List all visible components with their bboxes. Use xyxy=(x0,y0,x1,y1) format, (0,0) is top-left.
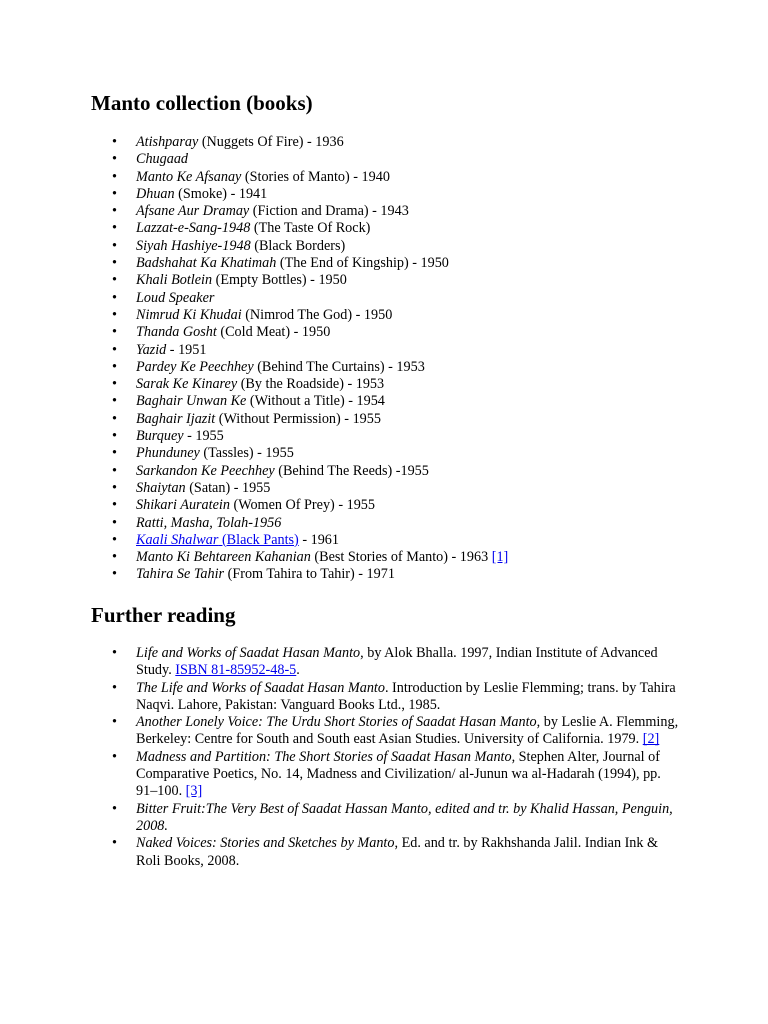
book-details: (Smoke) - 1941 xyxy=(174,185,268,202)
kaali-shalwar-link[interactable] xyxy=(136,532,299,548)
books-heading: Manto collection (books) xyxy=(91,91,313,115)
bullet: • xyxy=(112,679,117,696)
bullet: • xyxy=(112,255,117,272)
reference-link-1[interactable]: [1] xyxy=(491,549,509,566)
reading-title: Bitter Fruit:The Very Best of Saadat Hassan Manto, edited and tr. by Khalid Hassan, Penguin, 2008. xyxy=(136,800,673,834)
book-details: (By the Roadside) - 1953 xyxy=(237,376,385,393)
bullet: • xyxy=(112,514,117,531)
bullet: • xyxy=(112,393,117,410)
book-title: Baghair Ijazit xyxy=(136,410,216,427)
bullet: • xyxy=(112,445,117,462)
bullet: • xyxy=(112,220,117,237)
list-item xyxy=(112,463,712,480)
list-item xyxy=(112,680,682,715)
list-item xyxy=(112,515,712,532)
book-details: (Best Stories of Manto) - 1963 xyxy=(310,549,492,566)
reading-details: , by Leslie A. Flemming, Berkeley: Centre for South and South east Asian Studies. University of California. 1979. xyxy=(136,714,679,748)
list-item xyxy=(112,428,712,445)
bullet: • xyxy=(112,272,117,289)
book-details: - 1951 xyxy=(166,341,207,358)
book-details: (Nuggets Of Fire) - 1936 xyxy=(198,134,344,150)
bullet: • xyxy=(112,549,117,566)
book-title: Thanda Gosht xyxy=(136,324,217,341)
bullet: • xyxy=(112,341,117,358)
book-title: Badshahat Ka Khatimah xyxy=(136,255,277,272)
book-details: - 1961 xyxy=(298,531,339,548)
reference-link-3[interactable]: [3] xyxy=(185,783,203,800)
bullet: • xyxy=(112,376,117,393)
reference-link-2[interactable]: [2] xyxy=(642,731,660,748)
list-item xyxy=(112,238,712,255)
bullet: • xyxy=(112,410,117,427)
list-item xyxy=(112,714,682,749)
book-title: Baghair Unwan Ke xyxy=(136,393,247,410)
bullet: • xyxy=(112,289,117,306)
bullet: • xyxy=(112,566,117,583)
book-details: (From Tahira to Tahir) - 1971 xyxy=(224,566,395,583)
book-title: Manto Ke Afsanay xyxy=(136,168,242,185)
isbn-link[interactable]: ISBN 81-85952-48-5 xyxy=(175,662,297,679)
list-item xyxy=(112,532,712,549)
list-item xyxy=(112,342,712,359)
list-item xyxy=(112,480,712,497)
list-item xyxy=(112,203,712,220)
further-reading-heading: Further reading xyxy=(91,603,236,627)
bullet: • xyxy=(112,324,117,341)
book-title: Khali Botlein xyxy=(136,272,213,289)
book-details: (Black Borders) xyxy=(250,237,346,254)
list-item xyxy=(112,324,712,341)
books-list xyxy=(112,134,712,584)
book-details: (Behind The Curtains) - 1953 xyxy=(253,358,425,375)
book-title: Tahira Se Tahir xyxy=(136,566,225,583)
book-title: Yazid xyxy=(136,341,167,358)
book-details: (The End of Kingship) - 1950 xyxy=(276,255,449,272)
bullet: • xyxy=(112,358,117,375)
book-title: Burquey xyxy=(136,428,184,445)
book-details: (Tassles) - 1955 xyxy=(199,445,294,462)
book-title: Sarkandon Ke Peechhey xyxy=(136,462,275,479)
book-title: Lazzat-e-Sang-1948 xyxy=(136,220,251,237)
bullet: • xyxy=(112,306,117,323)
book-details: (Cold Meat) - 1950 xyxy=(216,324,331,341)
bullet: • xyxy=(112,748,117,765)
bullet: • xyxy=(112,203,117,220)
list-item xyxy=(112,290,712,307)
reading-details: , Ed. and tr. by Rakhshanda Jalil. Indian Ink & Roli Books, 2008. xyxy=(136,835,659,869)
reading-details: , Stephen Alter, Journal of Comparative Poetics, No. 14, Madness and Civilization/ al-Junun wa al-Hadarah (1994), pp. 91–100. xyxy=(136,748,661,800)
bullet: • xyxy=(112,428,117,445)
list-item xyxy=(112,307,712,324)
book-title: Phunduney xyxy=(136,445,200,462)
bullet: • xyxy=(112,185,117,202)
book-title: Sarak Ke Kinarey xyxy=(136,376,238,393)
book-title: Afsane Aur Dramay xyxy=(136,203,250,220)
bullet: • xyxy=(112,800,117,817)
list-item xyxy=(112,376,712,393)
book-title: Loud Speaker xyxy=(136,289,215,306)
book-title: Shaiytan xyxy=(136,479,186,496)
list-item xyxy=(112,645,682,680)
reading-title: Another Lonely Voice: The Urdu Short Stories of Saadat Hasan Manto xyxy=(136,714,537,731)
list-item xyxy=(112,359,712,376)
list-item xyxy=(112,220,712,237)
list-item xyxy=(112,411,712,428)
book-title: Atishparay xyxy=(136,134,199,150)
list-item xyxy=(112,566,712,583)
list-item xyxy=(112,272,712,289)
bullet: • xyxy=(112,645,117,661)
book-details: (The Taste Of Rock) xyxy=(250,220,371,237)
book-details: (Stories of Manto) - 1940 xyxy=(241,168,390,185)
bullet: • xyxy=(112,479,117,496)
reading-end: . xyxy=(296,662,300,679)
book-details: (Behind The Reeds) -1955 xyxy=(274,462,429,479)
list-item xyxy=(112,186,712,203)
book-details: - 1955 xyxy=(183,428,224,445)
list-item xyxy=(112,497,712,514)
book-details: (Without Permission) - 1955 xyxy=(215,410,381,427)
bullet: • xyxy=(112,714,117,731)
bullet: • xyxy=(112,237,117,254)
list-item xyxy=(112,835,682,870)
reading-title: The Life and Works of Saadat Hasan Manto xyxy=(136,679,385,696)
reading-details: , by Alok Bhalla. 1997, Indian Institute of Advanced Study. xyxy=(136,645,658,679)
bullet: • xyxy=(112,531,117,548)
book-title: Shikari Auratein xyxy=(136,497,230,514)
book-title: Ratti, Masha, Tolah-1956 xyxy=(136,514,282,531)
book-title: Manto Ki Behtareen Kahanian xyxy=(136,549,311,566)
book-details: (Satan) - 1955 xyxy=(185,479,271,496)
list-item xyxy=(112,749,682,801)
book-title: Nimrud Ki Khudai xyxy=(136,306,242,323)
book-title: Kaali Shalwar xyxy=(136,531,219,548)
further-reading-list xyxy=(112,645,682,870)
book-title: Pardey Ke Peechhey xyxy=(136,358,254,375)
reading-title: Life and Works of Saadat Hasan Manto xyxy=(136,645,361,661)
reading-title: Madness and Partition: The Short Stories of Saadat Hasan Manto xyxy=(136,748,512,765)
list-item xyxy=(112,549,712,566)
bullet: • xyxy=(112,151,117,168)
link-rest: (Black Pants) xyxy=(218,531,299,548)
reading-title: Naked Voices: Stories and Sketches by Manto xyxy=(136,835,395,852)
book-details: (Empty Bottles) - 1950 xyxy=(212,272,347,289)
list-item xyxy=(112,134,712,151)
book-details: (Women Of Prey) - 1955 xyxy=(229,497,375,514)
list-item xyxy=(112,445,712,462)
book-details: (Nimrod The God) - 1950 xyxy=(241,306,393,323)
book-title: Chugaad xyxy=(136,151,189,168)
book-title: Dhuan xyxy=(136,185,175,202)
book-details: (Without a Title) - 1954 xyxy=(246,393,385,410)
bullet: • xyxy=(112,134,117,150)
book-details: (Fiction and Drama) - 1943 xyxy=(249,203,409,220)
list-item xyxy=(112,255,712,272)
bullet: • xyxy=(112,835,117,852)
list-item xyxy=(112,151,712,168)
list-item xyxy=(112,393,712,410)
reading-details: . Introduction by Leslie Flemming; trans. by Tahira Naqvi. Lahore, Pakistan: Vanguard Books Ltd., 1985. xyxy=(136,679,676,713)
bullet: • xyxy=(112,168,117,185)
bullet: • xyxy=(112,497,117,514)
list-item xyxy=(112,801,682,836)
book-title: Siyah Hashiye-1948 xyxy=(136,237,251,254)
bullet: • xyxy=(112,462,117,479)
list-item xyxy=(112,169,712,186)
